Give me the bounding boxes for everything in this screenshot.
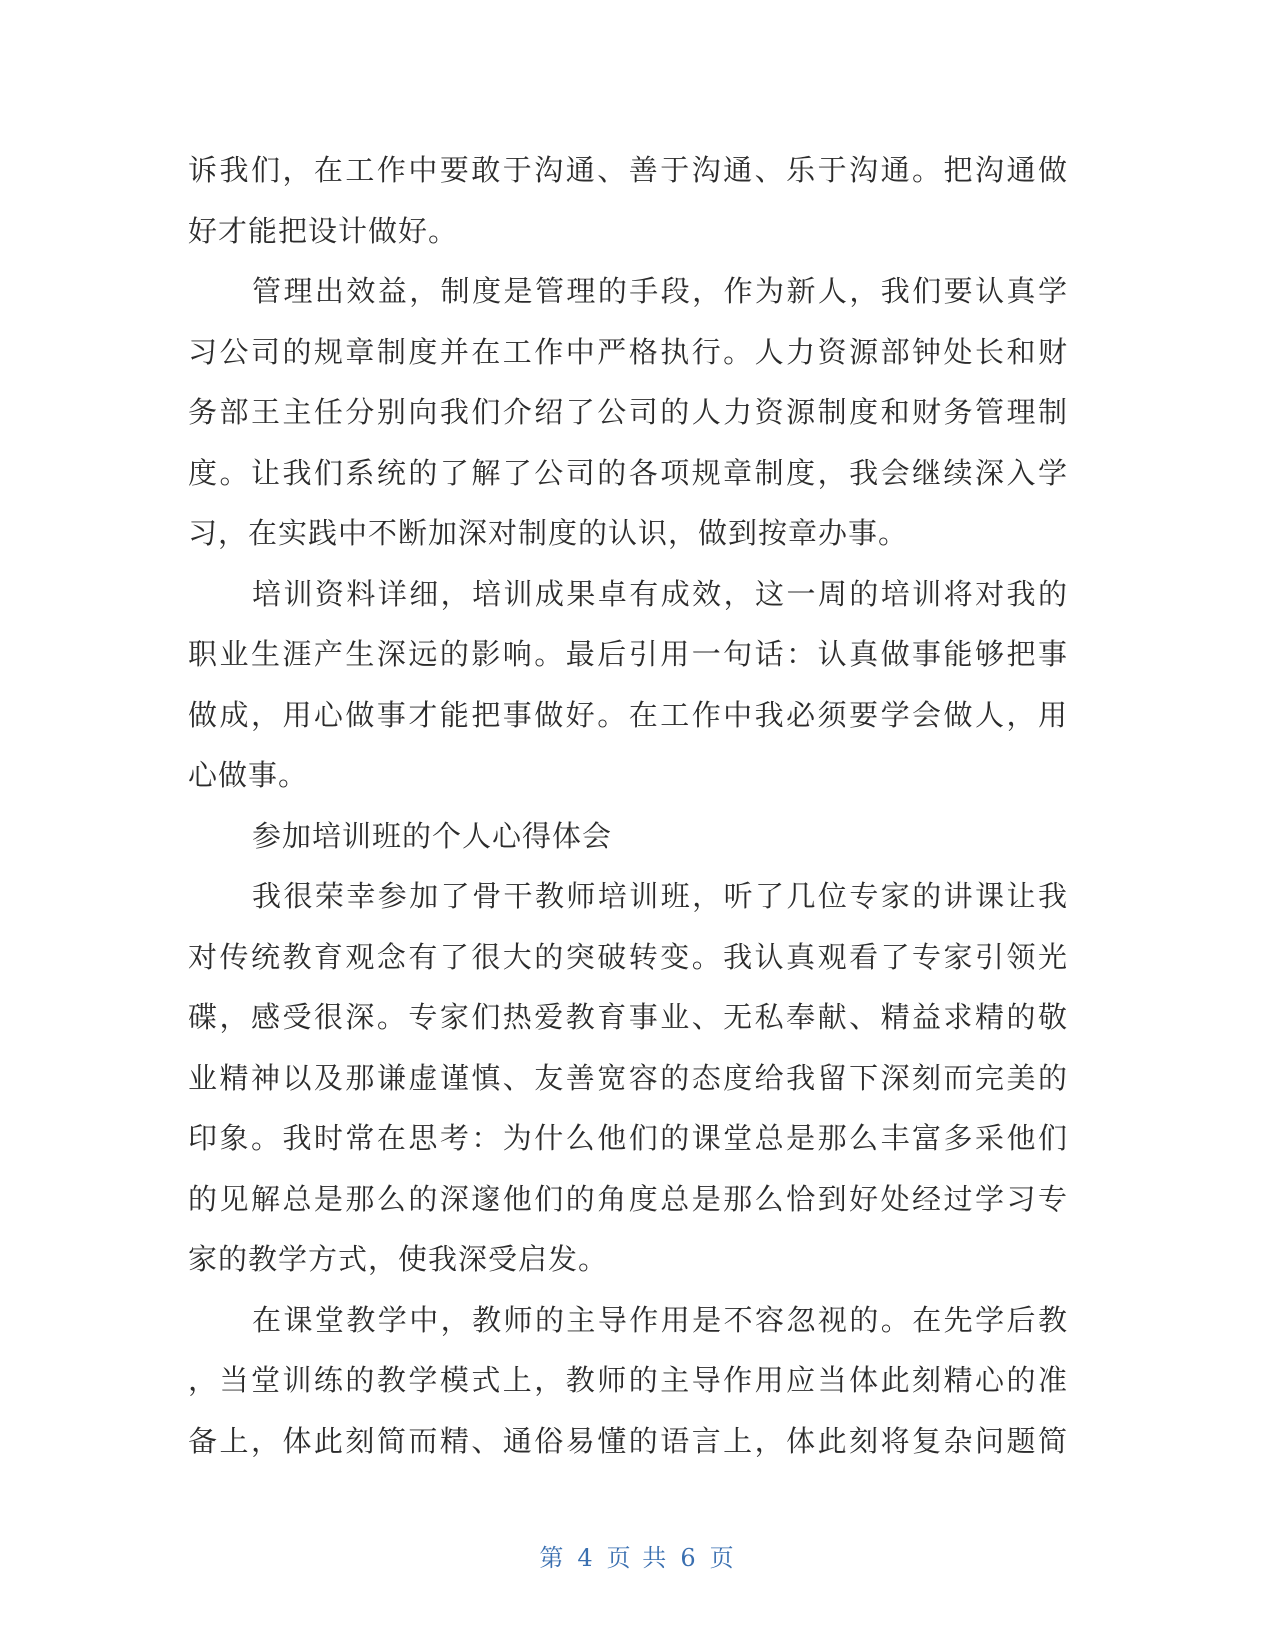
section-heading: 参加培训班的个人心得体会 — [252, 818, 613, 853]
text-line: 习公司的规章制度并在工作中严格执行。人力资源部钟处长和财 — [188, 334, 1068, 369]
document-body — [188, 140, 1068, 1471]
text-line: 家的教学方式，使我深受启发。 — [188, 1242, 609, 1276]
text-line: 做成，用心做事才能把事做好。在工作中我必须要学会做人，用 — [188, 697, 1068, 732]
text-line: 的见解总是那么的深邃他们的角度总是那么恰到好处经过学习专 — [188, 1181, 1068, 1216]
text-line: 碟，感受很深。专家们热爱教育事业、无私奉献、精益求精的敬 — [188, 1000, 1068, 1034]
footer-middle: 页 共 — [606, 1544, 669, 1572]
text-line: 度。让我们系统的了解了公司的各项规章制度，我会继续深入学 — [188, 455, 1068, 490]
text-line: 我很荣幸参加了骨干教师培训班，听了几位专家的讲课让我 — [252, 879, 1068, 913]
text-line: 管理出效益，制度是管理的手段，作为新人，我们要认真学 — [252, 274, 1068, 308]
current-page-number: 4 — [577, 1544, 595, 1572]
text-line: ，当堂训练的教学模式上，教师的主导作用应当体此刻精心的准 — [188, 1363, 1068, 1397]
text-line: 业精神以及那谦虚谨慎、友善宽容的态度给我留下深刻而完美的 — [188, 1060, 1068, 1095]
text-line: 心做事。 — [188, 758, 309, 792]
text-line: 习，在实践中不断加深对制度的认识，做到按章办事。 — [188, 516, 909, 550]
text-line: 备上，体此刻简而精、通俗易懂的语言上，体此刻将复杂问题简 — [188, 1423, 1068, 1458]
text-line: 好才能把设计做好。 — [188, 213, 459, 248]
text-line: 在课堂教学中，教师的主导作用是不容忽视的。在先学后教 — [252, 1302, 1068, 1337]
text-line: 务部王主任分别向我们介绍了公司的人力资源制度和财务管理制 — [188, 395, 1068, 429]
text-line: 职业生涯产生深远的影响。最后引用一句话：认真做事能够把事 — [188, 637, 1068, 671]
footer-suffix: 页 — [709, 1544, 736, 1572]
text-line: 印象。我时常在思考：为什么他们的课堂总是那么丰富多采他们 — [188, 1121, 1068, 1155]
text-line: 培训资料详细，培训成果卓有成效，这一周的培训将对我的 — [252, 576, 1068, 611]
footer-prefix: 第 — [539, 1544, 566, 1572]
text-line: 对传统教育观念有了很大的突破转变。我认真观看了专家引领光 — [188, 939, 1068, 974]
page-footer — [0, 1538, 1275, 1573]
text-line: 诉我们，在工作中要敢于沟通、善于沟通、乐于沟通。把沟通做 — [188, 153, 1068, 187]
total-pages-number: 6 — [680, 1544, 698, 1572]
